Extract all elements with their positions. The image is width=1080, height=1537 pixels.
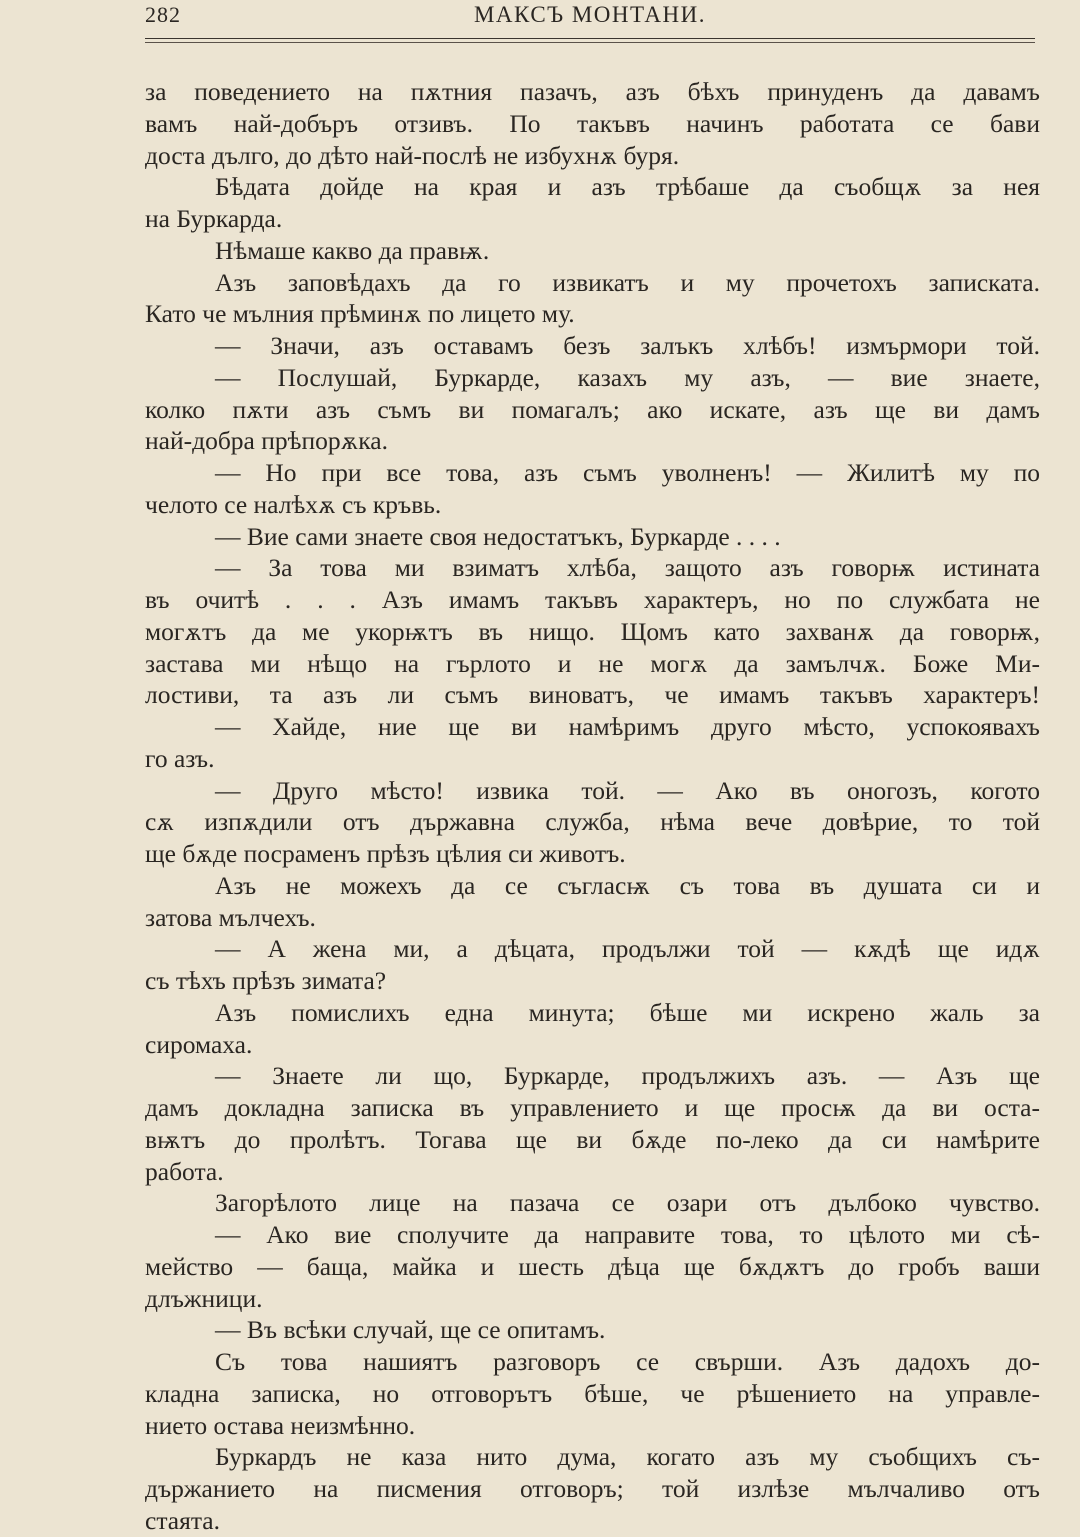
text-line: Загорѣлото лице на пазача се озари отъ дълбоко чувство. [215, 1188, 1040, 1218]
text-line: длъжници. [145, 1283, 263, 1313]
text-line: сѫ изпѫдили отъ държавна служба, нѣма вече довѣрие, то той [145, 807, 1040, 837]
text-line: дамъ докладна записка въ управлението и ще просѭ да ви оста- [145, 1093, 1040, 1122]
text-line: вѭтъ до пролѣтъ. Тогава ще ви бѫде по-леко да си намѣрите [145, 1124, 1040, 1154]
running-title: МАКСЪ МОНТАНИ. [473, 2, 706, 27]
text-line: сиромаха. [145, 1029, 253, 1059]
header-rule [145, 38, 1035, 39]
text-line: колко пѫти азъ съмъ ви помагалъ; ако искате, азъ ще ви дамъ [145, 394, 1040, 424]
text-line: Съ това нашиятъ разговоръ се свърши. Азъ дадохъ до- [215, 1347, 1040, 1376]
page-number: 282 [145, 2, 181, 27]
text-line: го азъ. [145, 743, 215, 773]
text-line: мейство — баща, майка и шесть дѣца ще бѫдѫтъ до гробъ ваши [145, 1251, 1040, 1281]
text-line: за поведението на пѫтния пазачъ, азъ бѣхъ принуденъ да давамъ [145, 77, 1040, 106]
text-line: най-добра прѣпорѫка. [145, 426, 388, 456]
page-header [145, 0, 1035, 36]
text-line: Азъ не можехъ да се съгласѭ съ това въ душата си и [215, 870, 1040, 900]
body-text [145, 76, 1040, 1537]
header-rule-thin [145, 42, 1035, 43]
text-line: стаята. [145, 1505, 220, 1535]
text-line: — Друго мѣсто! извика той. — Ако въ оногозъ, когото [215, 775, 1040, 805]
text-line: — Хайде, ние ще ви намѣримъ друго мѣсто, успокоявахъ [215, 712, 1040, 741]
text-line: затова мълчехъ. [145, 902, 316, 932]
text-line: челото се налѣхѫ съ кръвь. [145, 489, 442, 519]
text-line: — Ако вие сполучите да направите това, то цѣлото ми сѣ- [215, 1220, 1040, 1249]
text-line: съ тѣхъ прѣзъ зимата? [145, 966, 387, 995]
text-line: Азъ помислихъ една минута; бѣше ми искрено жаль за [215, 997, 1040, 1027]
text-line: нието остава неизмѣнно. [145, 1410, 416, 1440]
text-line: — За това ми взиматъ хлѣба, защото азъ говорѭ истината [215, 553, 1040, 583]
text-line: — Значи, азъ оставамъ безъ залъкъ хлѣбъ! измърмори той. [215, 331, 1040, 360]
text-line: Бѣдата дойде на края и азъ трѣбаше да съобщѫ за нея [215, 172, 1040, 202]
text-line: Нѣмаше какво да правѭ. [215, 235, 490, 265]
text-line: кладна записка, но отговорътъ бѣше, че рѣшението на управле- [145, 1378, 1040, 1408]
text-line: — Послушай, Буркарде, казахъ му азъ, — вие знаете, [215, 362, 1040, 392]
text-line: — Но при все това, азъ съмъ уволненъ! — Жилитѣ му по [215, 458, 1040, 487]
text-line: вамъ най-добъръ отзивъ. По такъвъ начинъ работата се бави [145, 108, 1040, 138]
text-line: — А жена ми, а дѣцата, продължи той — кѫдѣ ще идѫ [215, 934, 1040, 964]
text-line: Азъ заповѣдахъ да го извикатъ и му прочетохъ записката. [215, 267, 1040, 297]
text-line: могѫтъ да ме укорѭтъ въ нищо. Щомъ като захванѫ да говорѭ, [145, 616, 1040, 646]
text-line: въ очитѣ . . . Азъ имамъ такъвъ характеръ, но по службата не [145, 585, 1040, 614]
text-line: ще бѫде посраменъ прѣзъ цѣлия си животъ. [145, 839, 626, 868]
text-line: лостиви, та азъ ли съмъ виноватъ, че имамъ такъвъ характеръ! [145, 680, 1040, 710]
text-line: Като че мълния прѣминѫ по лицето му. [145, 299, 575, 329]
text-line: доста дълго, до дѣто най-послѣ не избухнѫ буря. [145, 140, 680, 170]
text-line: работа. [145, 1156, 224, 1186]
text-line: Буркардъ не каза нито дума, когато азъ му съобщихъ съ- [215, 1442, 1040, 1472]
text-line: на Буркарда. [145, 204, 283, 233]
text-line: — Знаете ли що, Буркарде, продължихъ азъ. — Азъ ще [215, 1061, 1040, 1091]
text-line: — Въ всѣки случай, ще се опитамъ. [215, 1315, 606, 1345]
text-line: застава ми нѣщо на гърлото и не могѫ да замълчѫ. Боже Ми- [145, 648, 1040, 678]
text-line: държанието на писмения отговоръ; той излѣзе мълчаливо отъ [145, 1474, 1040, 1503]
text-line: — Вие сами знаете своя недостатъкъ, Буркарде . . . . [215, 521, 781, 551]
